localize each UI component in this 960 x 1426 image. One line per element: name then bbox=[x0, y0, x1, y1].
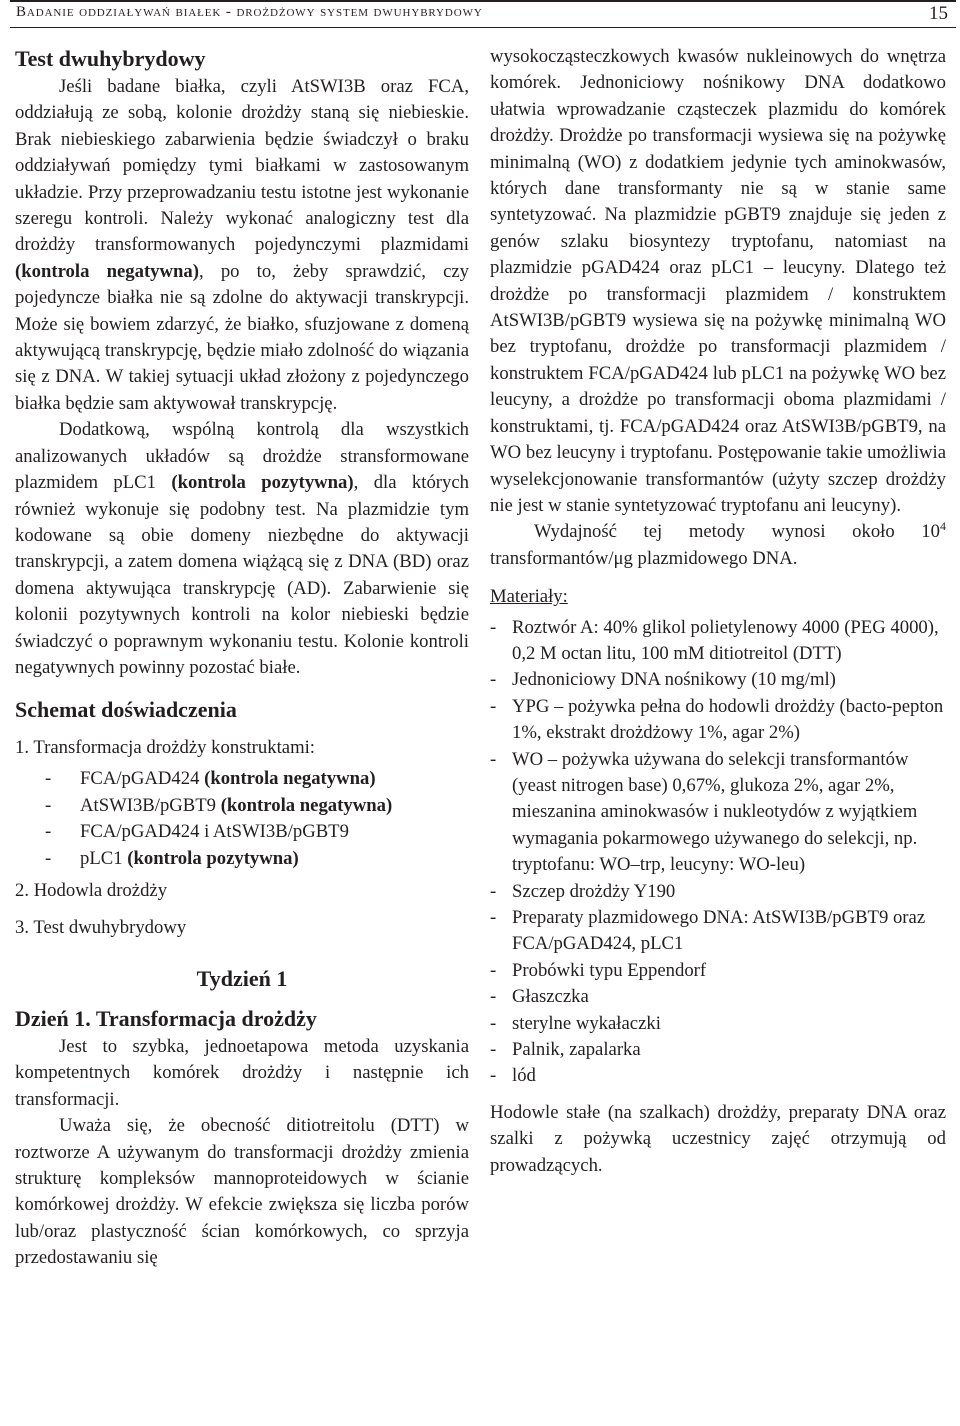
list-item: - WO – pożywka używana do selekcji transformantów (yeast nitrogen base) 0,67%, glukoza 2%, agar 2%, mieszanina aminokwasów i nukleotydów z wyjątkiem wymagania pokarmowego używanego do selekcji, np. tryptofanu: WO–trp, leucyny: WO-leu) bbox=[490, 747, 946, 879]
list-item: - sterylne wykałaczki bbox=[490, 1011, 946, 1037]
list-item: - Roztwór A: 40% glikol polietylenowy 4000 (PEG 4000), 0,2 M octan litu, 100 mM ditiotreitol (DTT) bbox=[490, 615, 946, 668]
list-item: - lód bbox=[490, 1063, 946, 1089]
list-item: - Głaszczka bbox=[490, 984, 946, 1010]
running-header bbox=[10, 0, 956, 28]
materials-title: Materiały: bbox=[490, 586, 568, 608]
list-item: - Probówki typu Eppendorf bbox=[490, 958, 946, 984]
list-item: - FCA/pGAD424 i AtSWI3B/pGBT9 bbox=[15, 819, 469, 845]
materials-list bbox=[490, 615, 946, 1090]
page-number: 15 bbox=[929, 3, 948, 24]
paragraph-dtt: Uważa się, że obecność ditiotreitolu (DTT) w roztworze A używanym do transformacji drożdży zmienia strukturę kompleksów mannoproteidowych w ścianie komórkowej drożdży. W efekcie zwiększa się liczba porów lub/oraz plastyczność ścian komórkowych, co sprzyja przedostawaniu się bbox=[15, 1115, 469, 1269]
list-item: - Preparaty plazmidowego DNA: AtSWI3B/pGBT9 oraz FCA/pGAD424, pLC1 bbox=[490, 905, 946, 958]
day-title: Dzień 1. Transformacja drożdży bbox=[15, 1005, 317, 1031]
section-title-schema: Schemat doświadczenia bbox=[15, 697, 237, 723]
left-column bbox=[15, 44, 469, 1272]
list-item: - Palnik, zapalarka bbox=[490, 1037, 946, 1063]
list-item: - YPG – pożywka pełna do hodowli drożdży (bacto-pepton 1%, ekstrakt drożdżowy 1%, agar 2%) bbox=[490, 694, 946, 747]
schema-step-2: 2. Hodowla drożdży bbox=[15, 879, 168, 901]
paragraph-cultures: Hodowle stałe (na szalkach) drożdży, preparaty DNA oraz szalki z pożywką uczestnicy zajęć otrzymują od prowadzących. bbox=[490, 1101, 946, 1176]
right-column bbox=[490, 44, 946, 1179]
running-title: Badanie oddziaływań białek - drożdżowy system dwuhybrydowy bbox=[16, 4, 483, 20]
list-item: - Szczep drożdży Y190 bbox=[490, 879, 946, 905]
schema-step-3: 3. Test dwuhybrydowy bbox=[15, 916, 187, 938]
week-title: Tydzień 1 bbox=[196, 965, 288, 991]
list-item: - pLC1 (kontrola pozytywna) bbox=[15, 846, 469, 872]
paragraph-test-intro: Jeśli badane białka, czyli AtSWI3B oraz FCA, oddziałują ze sobą, kolonie drożdży staną się niebieskie. Brak niebieskiego zabarwienia będzie świadczył o braku oddziaływań pomiędzy tymi białkami w zastosowanym układzie. Przy przeprowadzaniu testu istotne jest wykonanie szeregu kontroli. Należy wykonać analogiczny test dla drożdży transformowanych pojedynczymi plazmidami (kontrola negatywna), po to, żeby sprawdzić, czy pojedyncze białka nie są zdolne do aktywacji transkrypcji. Może się bowiem zdarzyć, że białko, sfuzjowane z domeną aktywującą transkrypcję, będzie miało zdolność do wiązania się z DNA. W takiej sytuacji układ złożony z pojedynczego białka będzie sam aktywował transkrypcję. bbox=[15, 76, 470, 414]
paragraph-selection: wysokocząsteczkowych kwasów nukleinowych do wnętrza komórek. Jednoniciowy nośnikowy DNA dodatkowo ułatwia wprowadzanie cząsteczek plazmidu do komórek drożdży. Drożdże po transformacji wysiewa się na pożywkę minimalną (WO) z dodatkiem jedynie tych aminokwasów, których dane transformanty nie są w stanie same syntetyzować. Na plazmidzie pGBT9 znajduje się jeden z genów szlaku biosyntezy tryptofanu, natomiast na plazmidzie pGAD424 oraz pLC1 – leucyny. Dlatego też drożdże po transformacji plazmidem / konstruktem AtSWI3B/pGBT9 wysiewa się na pożywkę minimalną WO bez tryptofanu, drożdże po transformacji plazmidem / konstruktem FCA/pGAD424 lub pLC1 na pożywkę WO bez leucyny, a drożdże po transformacji oboma plazmidami / konstruktami, tj. FCA/pGAD424 oraz AtSWI3B/pGBT9, na WO bez leucyny i tryptofanu. Postępowanie takie umożliwia wyselekcjonowanie transformantów (użyty szczep drożdży nie jest w stanie syntetyzować tryptofanu ani leucyny). bbox=[490, 46, 946, 516]
paragraph-method: Jest to szybka, jednoetapowa metoda uzyskania kompetentnych komórek drożdży i następnie ich transformacji. bbox=[15, 1035, 469, 1110]
list-item: - FCA/pGAD424 (kontrola negatywna) bbox=[15, 766, 469, 792]
paragraph-positive-control: Dodatkową, wspólną kontrolą dla wszystkich analizowanych układów są drożdże stransformowane plazmidem pLC1 (kontrola pozytywna), dla których również wykonuje się podobny test. Na plazmidzie tym kodowane są obie domeny niezbędne do aktywacji transkrypcji, a zatem domena wiążącą się z DNA (BD) oraz domena aktywująca transkrypcję (AD). Zabarwienie się kolonii pozytywnych kontroli na kolor niebieski będzie świadczyć o poprawnym wykonaniu testu. Kolonie kontroli negatywnych powinny pozostać białe. bbox=[15, 419, 470, 678]
paragraph-efficiency: Wydajność tej metody wynosi około $10^4$ transformantów/μg plazmidowego DNA. bbox=[490, 519, 946, 569]
list-item: - Jednoniciowy DNA nośnikowy (10 mg/ml) bbox=[490, 667, 946, 693]
schema-substeps bbox=[15, 766, 469, 872]
list-item: - AtSWI3B/pGBT9 (kontrola negatywna) bbox=[15, 793, 469, 819]
schema-step-1: 1. Transformacja drożdży konstruktami: bbox=[15, 737, 315, 759]
section-title-test: Test dwuhybrydowy bbox=[15, 46, 206, 71]
